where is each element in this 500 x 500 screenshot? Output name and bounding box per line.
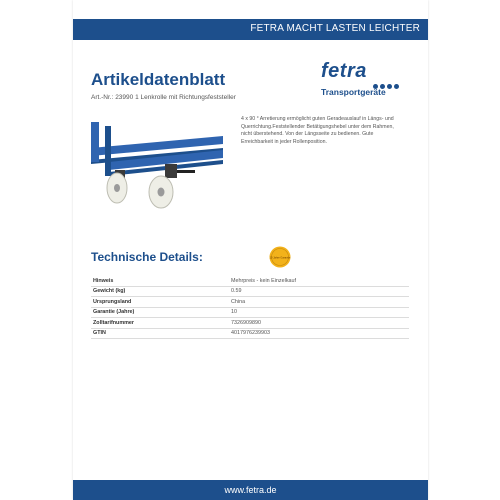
detail-value: 10	[229, 307, 409, 318]
warranty-badge-icon	[269, 246, 291, 268]
fetra-logo	[321, 60, 411, 100]
product-description: 4 x 90 ° Arretierung ermöglicht guten Geradeauslauf in Längs- und Querrichtung.Feststellender Betätigungshebel unter dem Rahmen, nicht überstehend. Von der Längsseite zu bedienen. Gute Erreichbarkeit in jeder Rollenposition.	[241, 116, 394, 145]
table-row	[91, 276, 409, 286]
table-row	[91, 318, 409, 329]
product-image	[91, 114, 223, 210]
page-title: Artikeldatenblatt	[91, 70, 226, 89]
detail-label: Hinweis	[91, 276, 229, 286]
detail-value: 4017976239903	[229, 328, 409, 339]
detail-label: GTIN	[91, 328, 229, 339]
table-row	[91, 328, 409, 339]
article-number: Art.-Nr.: 23990 1 Lenkrolle mit Richtungsfeststeller	[91, 94, 236, 101]
detail-label: Ursprungsland	[91, 297, 229, 308]
datasheet-page	[73, 0, 428, 500]
logo-wordmark: fetra	[321, 60, 367, 82]
table-row	[91, 297, 409, 308]
table-row	[91, 286, 409, 297]
table-row	[91, 307, 409, 318]
top-banner	[73, 19, 428, 40]
detail-value: 7326909890	[229, 318, 409, 329]
logo-tagline: Transportgeräte	[321, 87, 386, 97]
technical-details-table	[91, 276, 409, 339]
warranty-badge-text: 10 Jahre Garantie	[269, 256, 291, 260]
detail-value: China	[229, 297, 409, 308]
detail-value: 0.59	[229, 286, 409, 297]
footer-bar	[73, 480, 428, 500]
detail-value: Mehrpreis - kein Einzelkauf	[229, 276, 409, 286]
technical-details-heading: Technische Details:	[91, 250, 203, 264]
detail-label: Zolltarifnummer	[91, 318, 229, 329]
website-link[interactable]: www.fetra.de	[224, 485, 277, 495]
detail-label: Gewicht (kg)	[91, 286, 229, 297]
banner-slogan: FETRA MACHT LASTEN LEICHTER	[250, 23, 420, 34]
detail-label: Garantie (Jahre)	[91, 307, 229, 318]
